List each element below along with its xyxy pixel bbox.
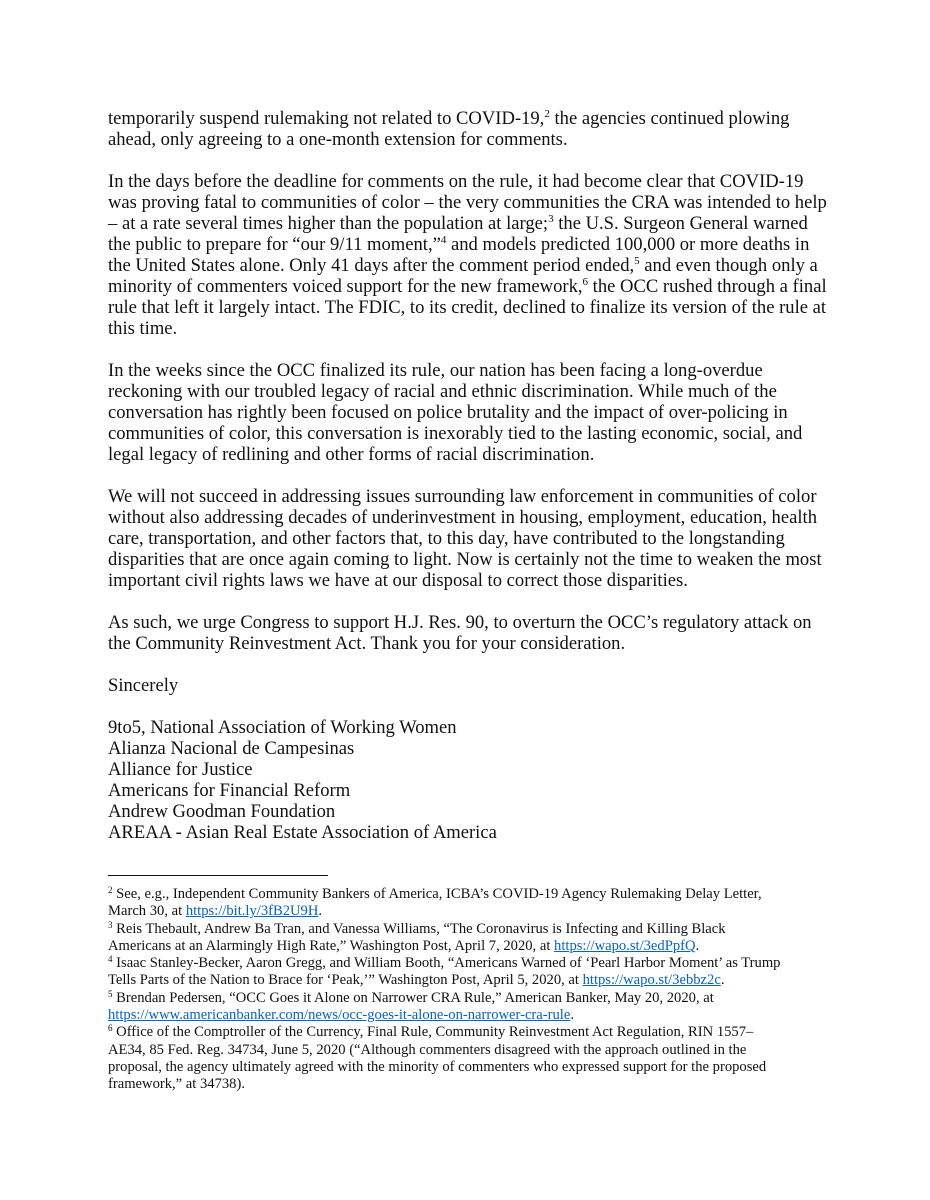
text-run: As such, we urge Congress to support H.J. Res. 90, to overturn the OCC’s regulatory attack on [108,612,812,633]
footnote-link[interactable]: https://bit.ly/3fB2U9H [185,903,319,920]
footnote [108,921,848,956]
paragraph-line [108,129,848,150]
text-run: proposal, the agency ultimately agreed with the minority of commenters who expressed support for the proposed [108,1058,767,1075]
footnote-reference: 5 [108,988,113,999]
text-run: the United States alone. Only 41 days after the comment period ended, [108,255,635,276]
text-run: – at a rate several times higher than the population at large; [108,213,549,234]
text-run: conversation has rightly been focused on police brutality and the impact of over-policing in [108,402,788,423]
paragraph-line [108,276,848,297]
paragraph-line [108,486,848,507]
paragraph-line [108,633,848,654]
paragraph-line [108,612,848,633]
text-run: Brendan Pedersen, “OCC Goes it Alone on Narrower CRA Rule,” American Banker, May 20, 2020, at [112,989,714,1006]
letter-body [108,108,848,843]
paragraph-line [108,402,848,423]
body-paragraphs [108,108,848,654]
body-paragraph [108,108,848,150]
text-run: care, transportation, and other factors that, to this day, have contributed to the longstanding [108,528,785,549]
paragraph-line [108,423,848,444]
text-run: Tells Parts of the Nation to Brace for ‘Peak,’” Washington Post, April 5, 2020, at [108,972,583,989]
text-run: the agencies continued plowing [549,108,790,129]
paragraph-line [108,297,848,318]
paragraph-line [108,171,848,192]
footnote-line [108,921,848,938]
paragraph-line [108,192,848,213]
footnote-reference: 6 [108,1023,113,1034]
paragraph-line [108,549,848,570]
text-run: We will not succeed in addressing issues surrounding law enforcement in communities of color [108,486,817,507]
footnote-reference: 2 [108,885,113,895]
footnote [108,955,848,990]
text-run: reckoning with our troubled legacy of racial and ethnic discrimination. While much of the [108,381,777,402]
footnote-line [108,1042,848,1059]
text-run: . [695,937,700,954]
paragraph-line [108,507,848,528]
paragraph-line [108,570,848,591]
footnote-line [108,990,848,1007]
text-run: See, e.g., Independent Community Bankers of America, ICBA’s COVID-19 Agency Rulemaking Delay Letter, [112,886,762,902]
footnotes [108,886,848,1094]
signatory-organization: Andrew Goodman Foundation [108,801,336,822]
footnote-link[interactable]: https://wapo.st/3ebbz2c [582,972,721,989]
footnote-line [108,1059,848,1076]
text-run: important civil rights laws we have at our disposal to correct those disparities. [108,570,688,591]
footnote-reference: 6 [582,276,589,288]
body-paragraph [108,171,848,339]
footnote-link[interactable]: https://www.americanbanker.com/news/occ-goes-it-alone-on-narrower-cra-rule [108,1007,571,1024]
signatory-organization: Alianza Nacional de Campesinas [108,738,355,759]
signatory-organization: 9to5, National Association of Working Women [108,717,457,738]
text-run: and even though only a [639,255,818,276]
text-run: Isaac Stanley-Becker, Aaron Gregg, and William Booth, “Americans Warned of ‘Pearl Harbor Moment’ as Trump [112,955,781,972]
paragraph-line [108,444,848,465]
body-paragraph [108,360,848,465]
text-run: and models predicted 100,000 or more deaths in [446,234,810,255]
text-run: temporarily suspend rulemaking not related to COVID-19, [108,108,545,129]
signatory-list [108,717,848,843]
text-run: legal legacy of redlining and other forms of racial discrimination. [108,444,595,465]
text-run: disparities that are once again coming to light. Now is certainly not the time to weaken the most [108,549,822,570]
text-run: this time. [108,318,178,339]
text-run: framework,” at 34738). [108,1076,245,1093]
text-run: In the days before the deadline for comments on the rule, it had become clear that COVID-19 [108,171,804,192]
footnote-line [108,1007,848,1024]
text-run: without also addressing decades of underinvestment in housing, employment, education, health [108,507,817,528]
paragraph-line [108,381,848,402]
text-run: the U.S. Surgeon General warned [553,213,808,234]
footnote-reference: 4 [440,234,447,246]
text-run: minority of commenters voiced support for the new framework, [108,276,583,297]
footnote [108,886,848,921]
footnote-reference: 3 [548,213,554,225]
signatory-organization: Alliance for Justice [108,759,253,780]
body-paragraph [108,486,848,591]
text-run: the public to prepare for “our 9/11 moment,” [108,234,441,255]
footnote-line [108,938,848,955]
text-run: rule that left it largely intact. The FDIC, to its credit, declined to finalize its version of the rule at [108,297,827,318]
paragraph-line [108,213,848,234]
text-run: communities of color, this conversation is inexorably tied to the lasting economic, social, and [108,423,803,444]
footnote-reference: 4 [108,954,113,965]
footnote-line [108,1024,848,1041]
paragraph-line [108,234,848,255]
paragraph-line [108,528,848,549]
text-run: was proving fatal to communities of color – the very communities the CRA was intended to help [108,192,827,213]
text-run: the Community Reinvestment Act. Thank you for your consideration. [108,633,626,654]
footnote-link[interactable]: https://wapo.st/3edPpfQ [554,937,696,954]
footnote-reference: 2 [544,108,550,120]
paragraph-line [108,360,848,381]
body-paragraph [108,612,848,654]
footnote [108,990,848,1025]
closing: Sincerely [108,675,179,696]
text-run: March 30, at [108,903,186,920]
footnote-line [108,903,848,920]
signatory-organization: Americans for Financial Reform [108,780,351,801]
text-run: the OCC rushed through a final [588,276,827,297]
footnote-line [108,1076,848,1093]
text-run: ahead, only agreeing to a one-month extension for comments. [108,129,568,150]
paragraph-line [108,318,848,339]
text-run: AE34, 85 Fed. Reg. 34734, June 5, 2020 (“Although commenters disagreed with the approach outlined in the [108,1041,747,1058]
text-run: . [720,972,725,989]
text-run: . [570,1007,574,1024]
text-run: . [318,903,323,920]
text-run: Reis Thebault, Andrew Ba Tran, and Vanessa Williams, “The Coronavirus is Infecting and Killing Black [112,920,726,937]
footnote-reference: 5 [634,255,640,267]
text-run: Americans at an Alarmingly High Rate,” Washington Post, April 7, 2020, at [108,937,555,954]
footnote-line [108,955,848,972]
paragraph-line [108,255,848,276]
footnote-line [108,886,848,903]
footnote-separator [108,875,328,876]
paragraph-line [108,108,848,129]
footnote-line [108,972,848,989]
footnote [108,1024,848,1093]
signatory-organization: AREAA - Asian Real Estate Association of America [108,822,497,843]
text-run: Office of the Comptroller of the Currency, Final Rule, Community Reinvestment Act Regulation, RIN 1557– [112,1024,754,1041]
text-run: In the weeks since the OCC finalized its rule, our nation has been facing a long-overdue [108,360,763,381]
footnote-reference: 3 [108,919,113,930]
